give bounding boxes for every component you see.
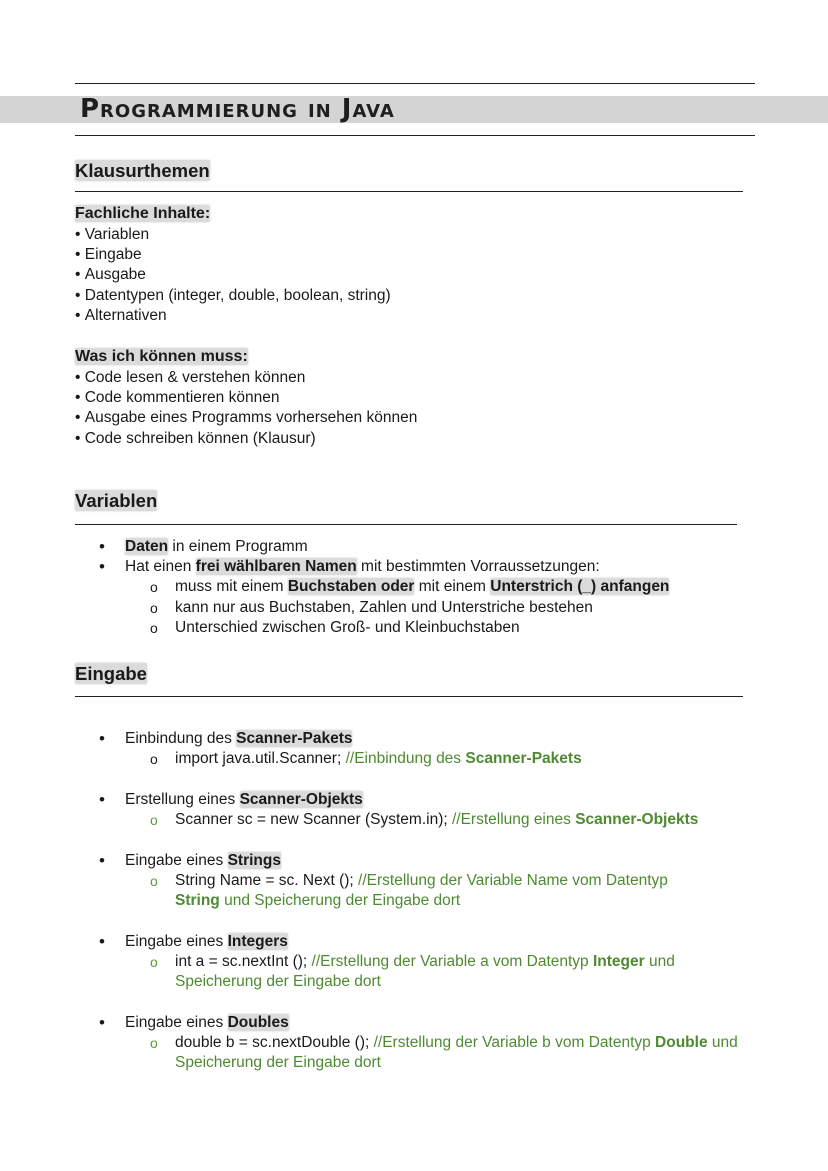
title-top-rule bbox=[75, 83, 755, 84]
list-item: • Code schreiben können (Klausur) bbox=[75, 429, 417, 449]
title-bottom-rule bbox=[75, 135, 755, 136]
eingabe-item-integer bbox=[75, 932, 755, 993]
eingabe-item-scanner-paket bbox=[75, 729, 775, 769]
eingabe-item-double bbox=[75, 1013, 775, 1074]
inhalte-list bbox=[75, 225, 391, 326]
list-item: • Code lesen & verstehen können bbox=[75, 368, 417, 388]
code-line: o double b = sc.nextDouble (); //Erstellung der Variable b vom Datentyp Double und Speicherung der Eingabe dort bbox=[75, 1033, 755, 1073]
code-line: o import java.util.Scanner; //Einbindung des Scanner-Pakets bbox=[75, 749, 775, 769]
variablen-rule bbox=[75, 524, 737, 525]
koennen-heading: Was ich können muss: bbox=[75, 348, 248, 365]
list-item: • Daten in einem Programm bbox=[75, 537, 775, 557]
eingabe-rule bbox=[75, 696, 743, 697]
list-item: • Ausgabe eines Programms vorhersehen können bbox=[75, 408, 417, 428]
koennen-list bbox=[75, 368, 417, 449]
eingabe-item-string bbox=[75, 851, 755, 912]
code-line: o String Name = sc. Next (); //Erstellung der Variable Name vom Datentyp String und Speicherung der Eingabe dort bbox=[75, 871, 710, 911]
klausur-rule bbox=[75, 191, 743, 192]
section-heading-eingabe: Eingabe bbox=[75, 663, 147, 684]
list-item: • Eingabe eines Doubles bbox=[75, 1013, 775, 1033]
list-item: • Alternativen bbox=[75, 306, 391, 326]
list-item: • Erstellung eines Scanner-Objekts bbox=[75, 790, 775, 810]
list-item: • Eingabe bbox=[75, 245, 391, 265]
variablen-list bbox=[75, 537, 775, 638]
section-heading-variablen: Variablen bbox=[75, 490, 158, 511]
code-line: o Scanner sc = new Scanner (System.in); //Erstellung eines Scanner-Objekts bbox=[75, 810, 775, 830]
list-item: • Ausgabe bbox=[75, 265, 391, 285]
inhalte-heading: Fachliche Inhalte: bbox=[75, 205, 211, 222]
list-item: • Variablen bbox=[75, 225, 391, 245]
list-item: o Unterschied zwischen Groß- und Kleinbuchstaben bbox=[75, 618, 775, 638]
list-item: • Datentypen (integer, double, boolean, string) bbox=[75, 286, 391, 306]
eingabe-item-scanner-objekt bbox=[75, 790, 775, 830]
list-item: o muss mit einem Buchstaben oder mit einem Unterstrich (_) anfangen bbox=[75, 577, 775, 597]
page-title: Programmierung in Java bbox=[80, 94, 395, 124]
list-item: • Code kommentieren können bbox=[75, 388, 417, 408]
list-item: • Hat einen frei wählbaren Namen mit bestimmten Vorraussetzungen: bbox=[75, 557, 775, 577]
list-item: • Eingabe eines Integers bbox=[75, 932, 755, 952]
section-heading-klausurthemen: Klausurthemen bbox=[75, 160, 210, 181]
list-item: • Eingabe eines Strings bbox=[75, 851, 755, 871]
list-item: o kann nur aus Buchstaben, Zahlen und Unterstriche bestehen bbox=[75, 598, 775, 618]
code-line: o int a = sc.nextInt (); //Erstellung der Variable a vom Datentyp Integer und Speicherung der Eingabe dort bbox=[75, 952, 725, 992]
list-item: • Einbindung des Scanner-Pakets bbox=[75, 729, 775, 749]
